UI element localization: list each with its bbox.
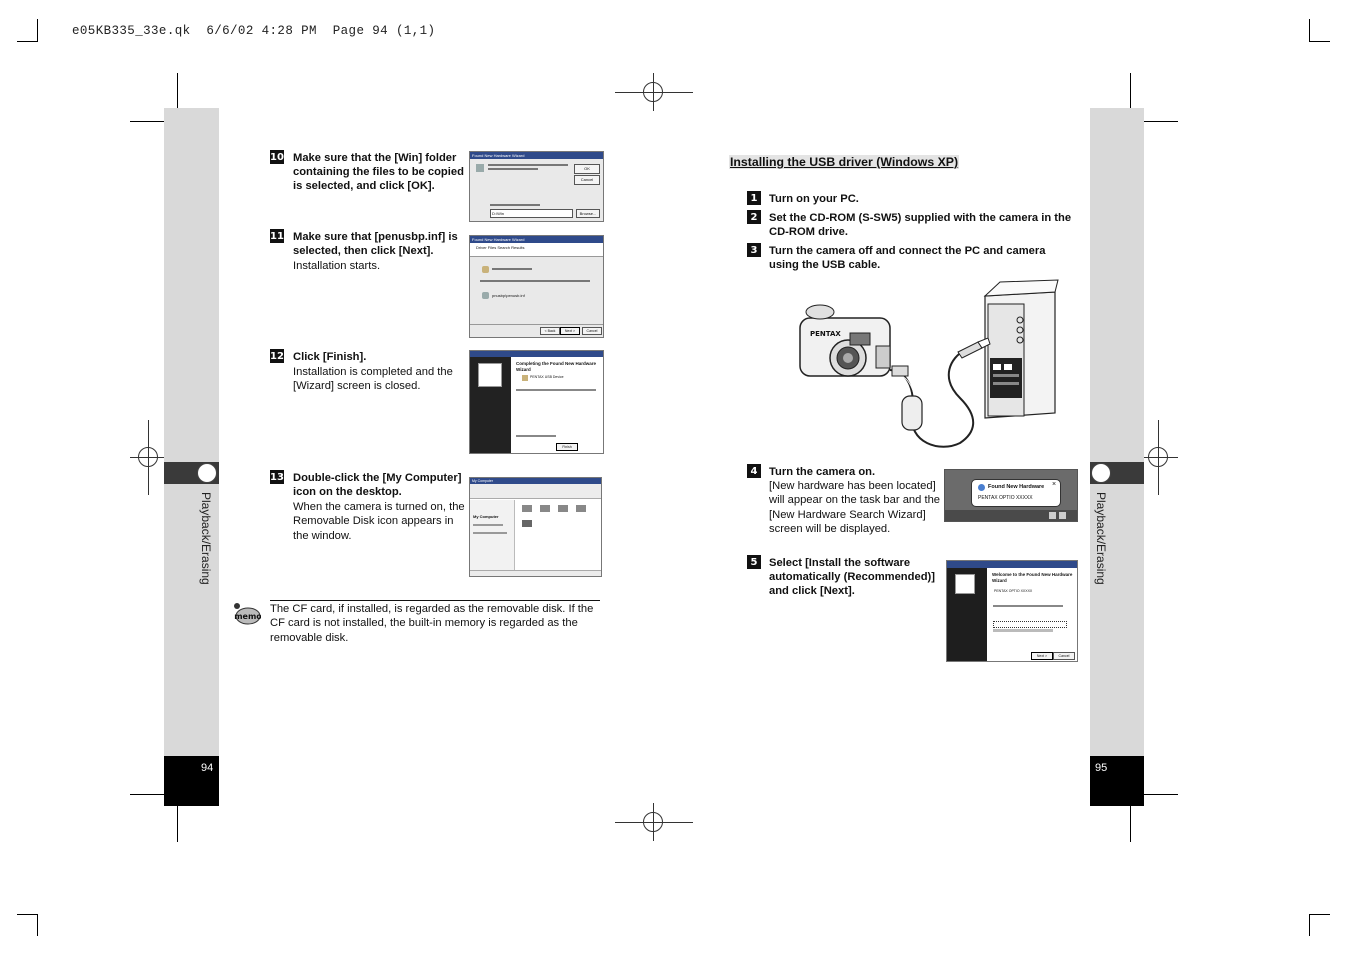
back-button[interactable]: < Back [540, 327, 560, 335]
wizard-icon [955, 574, 975, 594]
crop-mark [37, 19, 38, 41]
step-number: 12 [270, 350, 284, 362]
text-line [516, 435, 556, 437]
install-from-list-radio[interactable] [993, 629, 1053, 632]
wizard-banner [470, 357, 511, 453]
notification-balloon [971, 479, 1061, 507]
trim-mark [177, 73, 178, 109]
device-icon [522, 375, 528, 381]
device-name: PENTAX USB Device [530, 375, 564, 379]
step-number: 2 [747, 210, 761, 224]
divider [470, 324, 603, 325]
cancel-button[interactable]: Cancel [582, 327, 602, 335]
trim-mark [1140, 794, 1178, 795]
balloon-title: Found New Hardware [988, 484, 1045, 490]
install-automatically-radio[interactable] [993, 621, 1067, 628]
window-heading: My Computer [473, 514, 499, 519]
text-line [480, 280, 590, 282]
wizard-icon [478, 363, 502, 387]
right-section-tab [1090, 462, 1144, 484]
step-instruction: Turn the camera on. [769, 466, 876, 478]
step-instruction: Turn the camera off and connect the PC and camera using the USB cable. [769, 245, 1046, 271]
left-page-number: 94 [201, 762, 214, 774]
finish-button[interactable]: Finish [556, 443, 578, 451]
text-line [488, 164, 568, 166]
screenshot-driver-search-results [469, 235, 604, 338]
crop-mark [17, 914, 38, 915]
wizard-heading: Welcome to the Found New Hardware Wizard [992, 572, 1073, 583]
tab-circle-icon [197, 463, 217, 483]
right-page-number-box [1090, 756, 1144, 806]
drive-icon [576, 505, 586, 512]
dialog-title: Found New Hardware Wizard [470, 236, 603, 243]
crop-mark [1309, 914, 1330, 915]
screenshot-completing-wizard [469, 350, 604, 454]
step-instruction: Select [Install the software automatically (Recommended)] and click [Next]. [769, 557, 935, 597]
step-detail: Installation starts. [293, 260, 381, 272]
step-detail: When the camera is turned on, the Removable Disk icon appears in the window. [293, 501, 465, 542]
screenshot-my-computer-window [469, 477, 602, 577]
path-field[interactable]: D:\Win [490, 209, 573, 218]
step-number: 3 [747, 243, 761, 257]
device-icon [482, 266, 489, 273]
registration-circle [1148, 447, 1168, 467]
step-instruction: Double-click the [My Computer] icon on the desktop. [293, 472, 462, 498]
text-line [490, 204, 540, 206]
next-button[interactable]: Next > [560, 327, 580, 335]
device-name: PENTAX OPTIO XXXXX [994, 589, 1033, 593]
step-instruction: Click [Finish]. [293, 351, 367, 363]
next-button[interactable]: Next > [1031, 652, 1053, 660]
crop-mark [1309, 19, 1310, 41]
memo-text: The CF card, if installed, is regarded as the removable disk. If the CF card is not installed, the built-in memory is regarded as the removable disk. [270, 603, 594, 644]
balloon-close-icon[interactable]: × [1052, 481, 1057, 488]
window-title: My Computer [470, 478, 601, 484]
wizard-banner [947, 568, 987, 661]
step-instruction: Turn on your PC. [769, 193, 859, 205]
memo-icon-label: memo [234, 612, 261, 621]
tray-icon[interactable] [1059, 512, 1066, 519]
print-slug: e05KB335_33e.qk 6/6/02 4:28 PM Page 94 (1,1) [72, 24, 436, 38]
registration-circle [643, 82, 663, 102]
trim-mark [177, 806, 178, 842]
step-instruction: Set the CD-ROM (S-SW5) supplied with the camera in the CD-ROM drive. [769, 212, 1072, 238]
window-sidebar [470, 500, 515, 570]
step-number: 13 [270, 471, 284, 483]
crop-mark [17, 41, 38, 42]
drive-icon [558, 505, 568, 512]
left-page-number-box [164, 756, 219, 806]
step-detail: Installation is completed and the [Wizard] screen is closed. [293, 366, 453, 393]
trim-mark [1140, 121, 1178, 122]
wizard-heading: Completing the Found New Hardware Wizard [516, 361, 597, 372]
drive-icon [540, 505, 550, 512]
screenshot-welcome-wizard [946, 560, 1078, 662]
trim-mark [1130, 73, 1131, 109]
text-line [488, 168, 538, 170]
step-number: 5 [747, 555, 761, 569]
step-number: 4 [747, 464, 761, 478]
step-instruction: Make sure that the [Win] folder containing the files to be copied is selected, and click [OK]. [293, 152, 464, 192]
screenshot-copy-files-dialog [469, 151, 604, 222]
right-side-label: Playback/Erasing [1094, 492, 1108, 585]
registration-circle [138, 447, 158, 467]
drive-icon [522, 505, 532, 512]
info-icon [978, 484, 985, 491]
crop-mark [1309, 41, 1330, 42]
section-title: Installing the USB driver (Windows XP) [730, 155, 959, 169]
window-toolbar [470, 484, 601, 499]
removable-disk-icon [522, 520, 532, 527]
memo-rule [270, 600, 600, 601]
cancel-button[interactable]: Cancel [574, 175, 600, 185]
camera-brand-label: PENTAX [810, 330, 841, 338]
right-sidebar [1090, 108, 1144, 806]
left-section-tab [164, 462, 219, 484]
dialog-title: Found New Hardware Wizard [470, 152, 603, 159]
right-page-number: 95 [1095, 762, 1108, 774]
step-number: 1 [747, 191, 761, 205]
taskbar-tray [945, 510, 1077, 521]
crop-mark [37, 914, 38, 936]
tray-icon[interactable] [1049, 512, 1056, 519]
balloon-text: PENTAX OPTIO XXXXX [978, 495, 1033, 501]
trim-mark [1130, 806, 1131, 842]
file-icon [482, 292, 489, 299]
text-line [473, 524, 503, 526]
screenshot-taskbar-balloon [944, 469, 1078, 522]
left-sidebar [164, 108, 219, 806]
camera-pc-illustration [790, 278, 1060, 456]
left-side-label: Playback/Erasing [199, 492, 213, 585]
status-bar [470, 570, 601, 576]
step-instruction: Make sure that [penusbp.inf] is selected, then click [Next]. [293, 231, 458, 257]
text-line [473, 532, 507, 534]
text-line [492, 268, 532, 270]
trim-mark [130, 121, 166, 122]
ok-button[interactable]: OK [574, 164, 600, 174]
driver-file-name: pnusbp\penusb.inf [492, 293, 525, 298]
disk-icon [476, 164, 484, 172]
text-line [993, 605, 1063, 607]
dialog-titlebar [947, 561, 1077, 568]
step-number: 11 [270, 230, 284, 242]
tab-circle-icon [1091, 463, 1111, 483]
cancel-button[interactable]: Cancel [1053, 652, 1075, 660]
registration-circle [643, 812, 663, 832]
step-number: 10 [270, 151, 284, 163]
step-detail: [New hardware has been located] will appear on the task bar and the [New Hardware Search Wizard] screen will be displayed. [769, 480, 941, 536]
dialog-heading: Driver Files Search Results [470, 243, 603, 257]
browse-button[interactable]: Browse... [576, 209, 600, 218]
trim-mark [130, 794, 166, 795]
crop-mark [1309, 914, 1310, 936]
text-line [516, 389, 596, 391]
memo-icon [233, 603, 261, 625]
